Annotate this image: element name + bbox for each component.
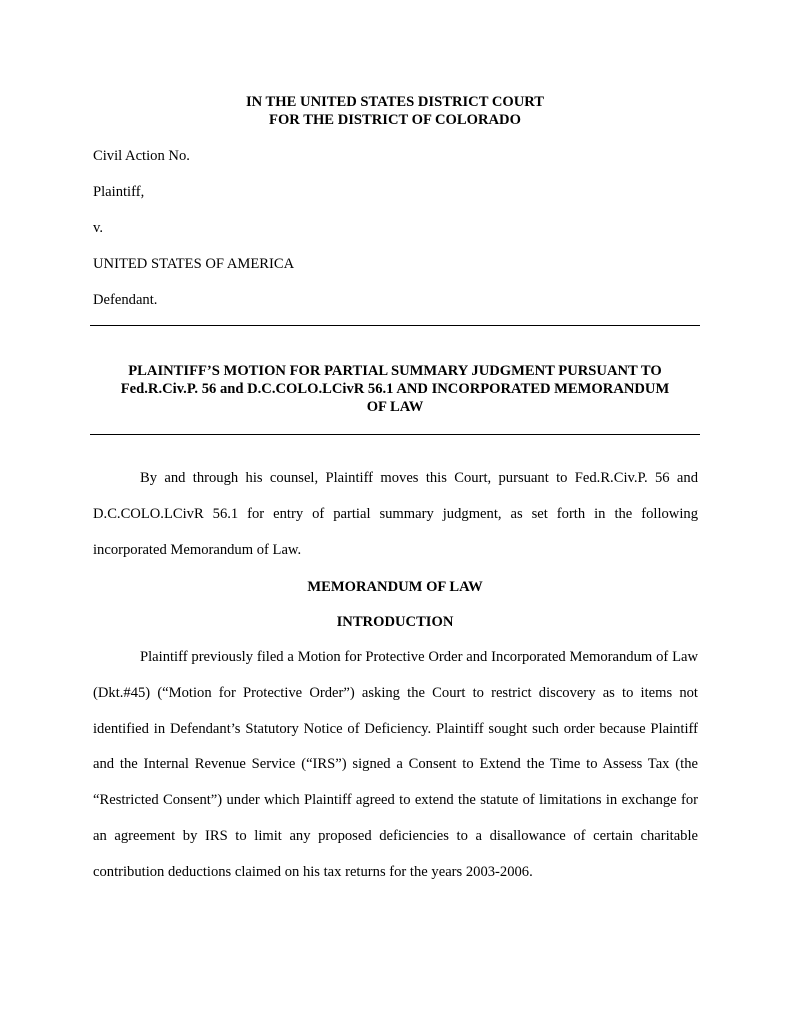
memorandum-heading: MEMORANDUM OF LAW <box>307 579 483 595</box>
court-name-line: IN THE UNITED STATES DISTRICT COURT <box>245 94 545 110</box>
versus-label: v. <box>93 220 103 236</box>
opening-paragraph: By and through his counsel, Plaintiff moves this Court, pursuant to Fed.R.Civ.P. 56 and D.C.COLO.LCivR 56.1 for entry of partial summary judgment, as set forth in the following incorporated Memorandum of Law. <box>93 470 698 558</box>
court-district-line: FOR THE DISTRICT OF COLORADO <box>269 112 521 128</box>
motion-title <box>90 362 700 416</box>
civil-action-number: Civil Action No. <box>93 148 190 164</box>
defendant-name: UNITED STATES OF AMERICA <box>93 256 295 272</box>
motion-title-line: PLAINTIFF’S MOTION FOR PARTIAL SUMMARY JUDGMENT PURSUANT TO <box>128 363 662 379</box>
motion-title-line: Fed.R.Civ.P. 56 and D.C.COLO.LCivR 56.1 AND INCORPORATED MEMORANDUM <box>120 381 670 397</box>
motion-title-line: OF LAW <box>366 399 424 415</box>
introduction-heading: INTRODUCTION <box>336 614 454 630</box>
plaintiff-label: Plaintiff, <box>93 184 145 200</box>
court-caption-heading <box>90 93 700 129</box>
caption-divider-bottom <box>90 434 700 435</box>
introduction-paragraph: Plaintiff previously filed a Motion for Protective Order and Incorporated Memorandum of Law (Dkt.#45) (“Motion for Protective Order”) asking the Court to restrict discovery as to items not identified in Defendant’s Statutory Notice of Deficiency. Plaintiff sought such order because Plaintiff and the Internal Revenue Service (“IRS”) signed a Consent to Extend the Time to Assess Tax (the “Restricted Consent”) under which Plaintiff agreed to extend the statute of limitations in exchange for an agreement by IRS to limit any proposed deficiencies to a disallowance of certain charitable contribution deductions claimed on his tax returns for the years 2003-2006. <box>93 649 698 880</box>
caption-divider-top <box>90 325 700 326</box>
defendant-label: Defendant. <box>93 292 158 308</box>
